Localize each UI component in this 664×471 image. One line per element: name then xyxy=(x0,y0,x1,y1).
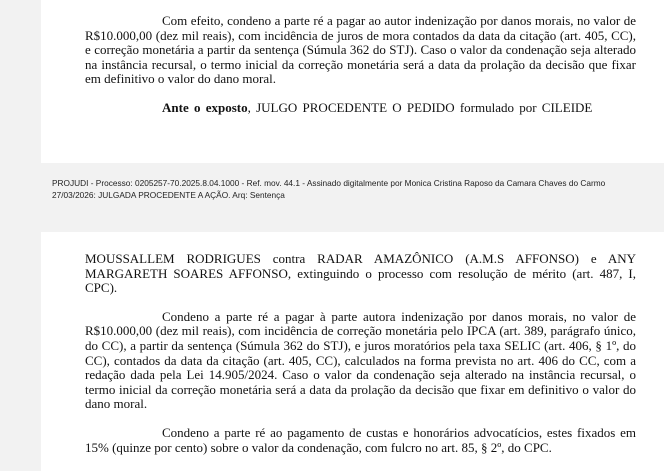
paragraph-moral-damages-bottom: Condeno a parte ré a pagar à parte autora indenização por danos morais, no valor de R$10.000,00 (dez mil reais), com incidência de correção monetária pelo IPCA (art. 389, parágrafo único, do CC), a partir da sentença (Súmula 362 do STJ), e juros moratórios pela taxa SELIC (art. 406, § 1º, do CC), contados da data da citação (art. 405, CC), calculados na forma prevista no art. 406 do CC, com a redação dada pela Lei 14.905/2024. Caso o valor da condenação seja alterado na instância recursal, o termo inicial da correção monetária será a data da prolação da decisão que fixar em definitivo o valor do dano moral. xyxy=(85,308,636,412)
bottom-page-text xyxy=(85,252,636,455)
footer-line-2: 27/03/2026: JULGADA PROCEDENTE A AÇÃO. Arq: Sentença xyxy=(52,190,285,200)
dispositive-bold: Ante o exposto xyxy=(162,99,248,115)
paragraph-dispositive xyxy=(85,101,636,116)
paragraph-costs-fees: Condeno a parte ré ao pagamento de custas e honorários advocatícios, estes fixados em 15% (quinze por cento) sobre o valor da condenação, com fulcro no art. 85, § 2º, do CPC. xyxy=(85,424,636,455)
paragraph-parties: MOUSSALLEM RODRIGUES contra RADAR AMAZÔNICO (A.M.S AFFONSO) e ANY MARGARETH SOARES AFFONSO, extinguindo o processo com resolução de mérito (art. 487, I, CPC). xyxy=(85,251,636,296)
signature-footer xyxy=(52,177,662,201)
footer-line-1: PROJUDI - Processo: 0205257-70.2025.8.04.1000 - Ref. mov. 44.1 - Assinado digitalmente por Monica Cristina Raposo da Camara Chaves do Carmo xyxy=(52,178,606,188)
top-page-text xyxy=(85,14,636,116)
dispositive-rest: , JULGO PROCEDENTE O PEDIDO formulado por CILEIDE xyxy=(247,99,593,115)
paragraph-moral-damages-top: Com efeito, condeno a parte ré a pagar ao autor indenização por danos morais, no valor de R$10.000,00 (dez mil reais), com incidência de juros de mora contados da data da citação (art. 405, CC), e correção monetária a partir da sentença (Súmula 362 do STJ). Caso o valor da condenação seja alterado na instância recursal, o termo inicial da correção monetária será a data da prolação da decisão que fixar em definitivo o valor do dano moral. xyxy=(85,13,636,87)
